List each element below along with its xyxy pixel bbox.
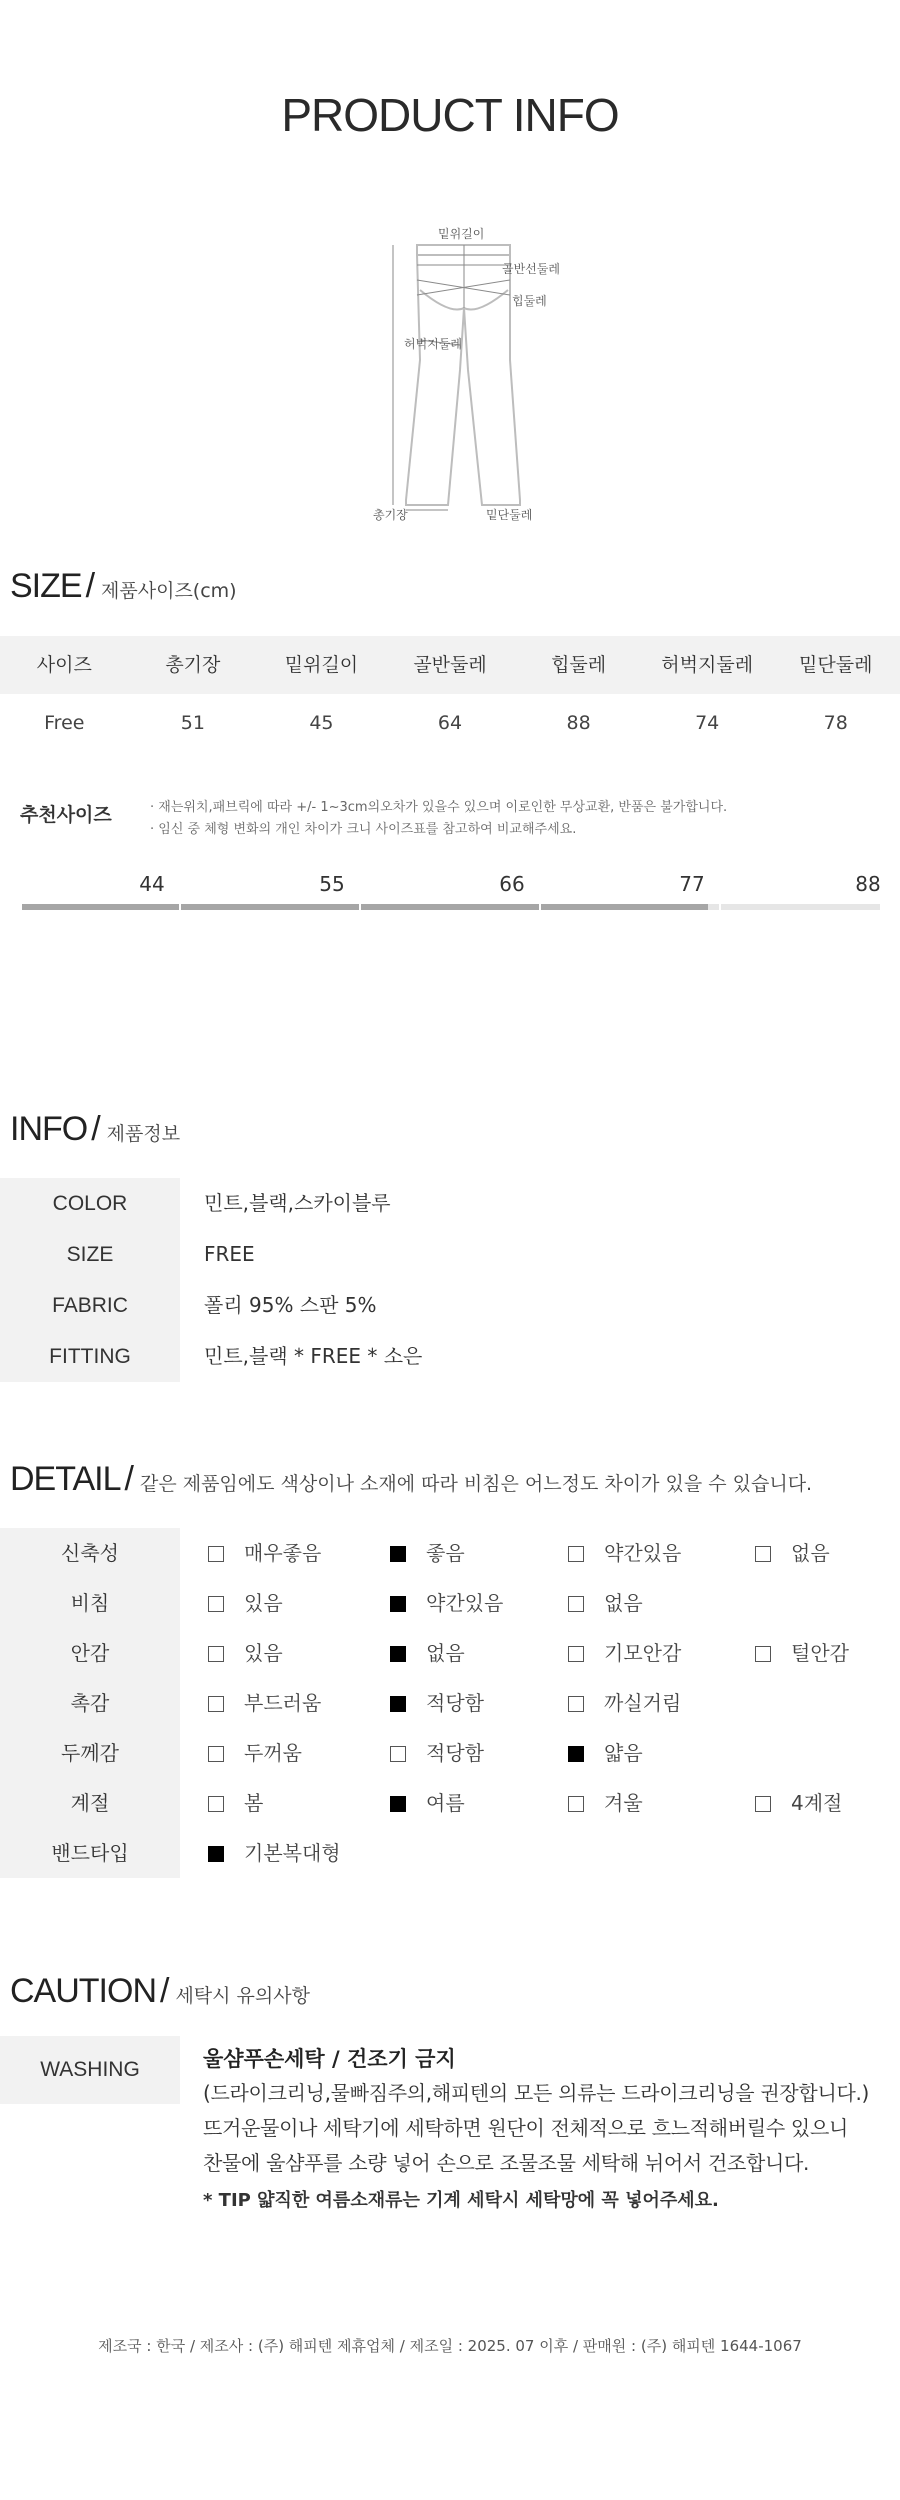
size-cell: 64 <box>437 712 463 734</box>
detail-option <box>568 1678 681 1728</box>
detail-option <box>390 1778 465 1828</box>
rise-label: 밑위길이 <box>438 227 485 241</box>
caution-section-heading: CAUTION / 세탁시 유의사항 <box>10 1972 310 2010</box>
detail-key: 밴드타입 <box>0 1828 180 1878</box>
detail-option-label: 두꺼움 <box>244 1741 302 1765</box>
size-header-cell: 골반둘레 <box>413 654 487 676</box>
size-cell: 45 <box>309 712 334 734</box>
detail-key: 비침 <box>0 1578 180 1628</box>
detail-key: 계절 <box>0 1778 180 1828</box>
detail-row <box>0 1528 900 1578</box>
size-header-cell: 힙둘레 <box>551 654 607 676</box>
washing-title: 울샴푸손세탁 / 건조기 금지 <box>203 2047 456 2071</box>
unchecked-box-icon <box>755 1646 771 1662</box>
size-header-cell: 총기장 <box>165 654 221 676</box>
manufacturer-footer: 제조국 : 한국 / 제조사 : (주) 해피텐 제휴업체 / 제조일 : 2025. 07 이후 / 판매원 : (주) 해피텐 1644-1067 <box>98 2337 802 2355</box>
unchecked-box-icon <box>390 1746 406 1762</box>
detail-option <box>568 1628 681 1678</box>
detail-key: 안감 <box>0 1628 180 1678</box>
size-cell: 88 <box>566 712 591 734</box>
unchecked-box-icon <box>568 1796 584 1812</box>
size-notes <box>150 797 727 841</box>
detail-option-label: 없음 <box>426 1641 465 1665</box>
detail-option-label: 좋음 <box>426 1541 465 1565</box>
detail-option-label: 기본복대형 <box>244 1841 341 1865</box>
size-note: · 재는위치,패브릭에 따라 +/- 1~3cm의오차가 있을수 있으며 이로인한 무상교환, 반품은 불가합니다. <box>150 800 728 815</box>
detail-option <box>208 1728 302 1778</box>
pants-measurement-diagram <box>360 220 560 530</box>
detail-option-label: 봄 <box>244 1791 264 1815</box>
scale-divider <box>719 904 721 910</box>
unchecked-box-icon <box>568 1646 584 1662</box>
detail-key: 촉감 <box>0 1678 180 1728</box>
washing-instructions <box>203 2042 893 2219</box>
scale-label: 77 <box>679 872 705 896</box>
scale-label: 55 <box>319 872 345 896</box>
length-label: 총기장 <box>373 508 408 522</box>
size-table <box>0 636 900 752</box>
size-table-row <box>0 694 900 752</box>
detail-option-label: 4계절 <box>791 1791 843 1815</box>
washing-line: 뜨거운물이나 세탁기에 세탁하면 원단이 전체적으로 흐느적해버릴수 있으니 <box>203 2116 848 2140</box>
recommended-size-scale <box>22 872 880 912</box>
detail-option-label: 약간있음 <box>426 1591 504 1615</box>
detail-option-label: 부드러움 <box>244 1691 322 1715</box>
hem-label: 밑단둘레 <box>486 508 533 522</box>
detail-table <box>0 1528 900 1878</box>
detail-option-label: 겨울 <box>604 1791 643 1815</box>
detail-row <box>0 1728 900 1778</box>
detail-option-label: 없음 <box>791 1541 830 1565</box>
unchecked-box-icon <box>208 1746 224 1762</box>
unchecked-box-icon <box>568 1696 584 1712</box>
info-section-heading: INFO / 제품정보 <box>10 1110 181 1148</box>
checked-box-icon <box>568 1746 584 1762</box>
info-table <box>0 1178 900 1382</box>
detail-row <box>0 1678 900 1728</box>
detail-option <box>568 1578 643 1628</box>
page-title: PRODUCT INFO <box>281 89 619 141</box>
checked-box-icon <box>208 1846 224 1862</box>
checked-box-icon <box>390 1596 406 1612</box>
info-key: FITTING <box>0 1331 180 1382</box>
info-key: FABRIC <box>0 1280 180 1331</box>
detail-option-label: 적당함 <box>426 1691 484 1715</box>
size-header-cell: 밑위길이 <box>284 654 359 676</box>
size-table-header <box>0 636 900 694</box>
size-cell: 51 <box>180 712 205 734</box>
detail-row <box>0 1828 900 1878</box>
detail-option <box>208 1578 283 1628</box>
size-header-cell: 사이즈 <box>36 654 92 676</box>
detail-option-label: 있음 <box>244 1591 283 1615</box>
info-row <box>0 1331 900 1382</box>
unchecked-box-icon <box>208 1546 224 1562</box>
checked-box-icon <box>390 1646 406 1662</box>
size-cell: Free <box>44 712 85 734</box>
scale-divider <box>539 904 541 910</box>
detail-option <box>390 1628 465 1678</box>
unchecked-box-icon <box>568 1596 584 1612</box>
scale-divider <box>359 904 361 910</box>
detail-option <box>208 1778 263 1828</box>
detail-section-heading: DETAIL / 같은 제품임에도 색상이나 소재에 따라 비침은 어느정도 차이가 있을 수 있습니다. <box>10 1460 813 1498</box>
detail-option <box>568 1778 643 1828</box>
detail-row <box>0 1778 900 1828</box>
size-note: · 임신 중 체형 변화의 개인 차이가 크니 사이즈표를 참고하여 비교해주세요. <box>150 822 577 837</box>
detail-option <box>390 1728 484 1778</box>
detail-option <box>755 1628 849 1678</box>
detail-option <box>208 1678 321 1728</box>
detail-option-label: 까실거림 <box>604 1691 682 1715</box>
detail-option <box>755 1528 830 1578</box>
detail-key: 두께감 <box>0 1728 180 1778</box>
size-cell: 74 <box>695 712 720 734</box>
detail-row <box>0 1578 900 1628</box>
size-section-heading: SIZE / 제품사이즈(cm) <box>10 567 237 605</box>
detail-option-label: 없음 <box>604 1591 643 1615</box>
hip-top-label: 골반선둘레 <box>502 262 560 276</box>
detail-option-label: 있음 <box>244 1641 283 1665</box>
size-cell: 78 <box>823 712 848 734</box>
info-value: 폴리 95% 스판 5% <box>204 1293 377 1317</box>
unchecked-box-icon <box>755 1796 771 1812</box>
info-value: 민트,블랙 * FREE * 소은 <box>204 1344 423 1368</box>
washing-line: 찬물에 울샴푸를 소량 넣어 손으로 조물조물 세탁해 뉘어서 건조합니다. <box>203 2151 810 2175</box>
washing-line: (드라이크리닝,물빠짐주의,해피텐의 모든 의류는 드라이크리닝을 권장합니다.) <box>203 2081 870 2105</box>
scale-label: 66 <box>499 872 525 896</box>
detail-option-label: 털안감 <box>791 1641 849 1665</box>
detail-option-label: 여름 <box>426 1791 465 1815</box>
info-row <box>0 1229 900 1280</box>
info-row <box>0 1280 900 1331</box>
size-header-cell: 허벅지둘레 <box>661 654 754 676</box>
unchecked-box-icon <box>208 1596 224 1612</box>
thigh-label: 허벅지둘레 <box>404 337 462 351</box>
unchecked-box-icon <box>755 1546 771 1562</box>
checked-box-icon <box>390 1796 406 1812</box>
washing-tip: * TIP 얇직한 여름소재류는 기계 세탁시 세탁망에 꼭 넣어주세요. <box>203 2190 719 2211</box>
detail-option <box>208 1628 283 1678</box>
detail-option-label: 적당함 <box>426 1741 484 1765</box>
detail-row <box>0 1628 900 1678</box>
info-value: 민트,블랙,스카이블루 <box>204 1191 391 1215</box>
info-key: COLOR <box>0 1178 180 1229</box>
size-header-cell: 밑단둘레 <box>799 654 873 676</box>
detail-option-label: 기모안감 <box>604 1641 682 1665</box>
info-row <box>0 1178 900 1229</box>
detail-option <box>390 1678 484 1728</box>
unchecked-box-icon <box>568 1546 584 1562</box>
info-value: FREE <box>204 1242 255 1266</box>
detail-key: 신축성 <box>0 1528 180 1578</box>
detail-option-label: 약간있음 <box>604 1541 682 1565</box>
recommended-size-label: 추천사이즈 <box>20 804 112 826</box>
detail-option <box>755 1778 842 1828</box>
detail-option <box>208 1528 321 1578</box>
detail-option <box>568 1728 643 1778</box>
scale-divider <box>179 904 181 910</box>
detail-option <box>568 1528 681 1578</box>
checked-box-icon <box>390 1546 406 1562</box>
detail-option <box>208 1828 341 1878</box>
scale-label: 44 <box>139 872 165 896</box>
scale-fill <box>22 904 708 910</box>
unchecked-box-icon <box>208 1696 224 1712</box>
unchecked-box-icon <box>208 1646 224 1662</box>
hip-label: 힙둘레 <box>512 294 547 308</box>
washing-key: WASHING <box>0 2036 180 2104</box>
detail-option-label: 얇음 <box>604 1741 643 1765</box>
detail-option <box>390 1528 465 1578</box>
detail-option <box>390 1578 503 1628</box>
scale-label: 88 <box>855 872 881 896</box>
checked-box-icon <box>390 1696 406 1712</box>
unchecked-box-icon <box>208 1796 224 1812</box>
info-key: SIZE <box>0 1229 180 1280</box>
detail-option-label: 매우좋음 <box>244 1541 322 1565</box>
